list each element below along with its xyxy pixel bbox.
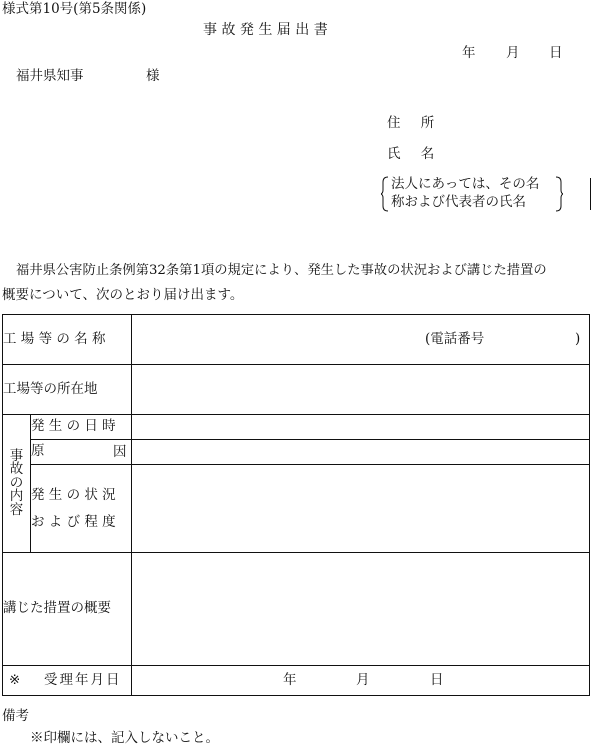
name-label: 氏 名 <box>387 146 443 162</box>
situation-field[interactable] <box>132 465 590 553</box>
factory-name-label: 工 場 等 の 名 称 <box>3 315 132 365</box>
honorific: 様 <box>146 68 160 84</box>
accident-char-4: 内 <box>9 488 24 505</box>
document-title: 事 故 発 生 届 出 書 <box>203 22 328 38</box>
cause-label <box>31 440 132 465</box>
date-year: 年 <box>462 45 476 61</box>
address-label: 住 所 <box>387 115 443 131</box>
cause-label-a: 原 <box>31 443 45 460</box>
notes-item-1: ※印欄には、記入しないこと。 <box>30 730 219 746</box>
accident-char-1: 事 <box>9 447 24 464</box>
factory-address-row <box>3 365 590 415</box>
situation-row <box>3 465 590 553</box>
measures-row <box>3 553 590 666</box>
accident-char-3: の <box>9 474 24 491</box>
occurrence-datetime-row <box>3 415 590 440</box>
accident-char-2: 故 <box>9 461 24 478</box>
body-text-line2: 概要について、次のとおり届け出ます。 <box>2 287 244 303</box>
date-month: 月 <box>506 45 520 61</box>
receipt-label-text: 受理年月日 <box>44 672 122 688</box>
situation-label <box>31 465 132 553</box>
date-day: 日 <box>549 45 563 61</box>
occurrence-datetime-label: 発 生 の 日 時 <box>31 415 132 440</box>
factory-name-row <box>3 315 590 365</box>
cause-field[interactable] <box>132 440 590 465</box>
receipt-year: 年 <box>283 672 297 688</box>
phone-label: (電話番号 <box>425 331 485 347</box>
form-number: 様式第10号(第5条関係) <box>2 1 147 17</box>
body-text-line1: 福井県公害防止条例第32条第1項の規定により、発生した事故の状況および講じた措置の <box>16 263 547 278</box>
receipt-date-label <box>3 666 132 696</box>
corporate-note-line1: 法人にあっては、その名 <box>391 176 540 192</box>
phone-close-paren: ) <box>575 331 581 347</box>
receipt-day: 日 <box>430 672 444 688</box>
occurrence-datetime-field[interactable] <box>132 415 590 440</box>
cause-row <box>3 440 590 465</box>
receipt-month: 月 <box>356 672 370 688</box>
factory-address-field[interactable] <box>132 365 590 415</box>
measures-label: 講じた措置の概要 <box>3 553 132 666</box>
report-table <box>2 314 590 696</box>
cause-label-b: 因 <box>113 444 127 460</box>
addressee: 福井県知事 <box>16 68 84 84</box>
accident-char-5: 容 <box>9 501 24 518</box>
corporate-note-bracket <box>381 175 563 213</box>
measures-field[interactable] <box>132 553 590 666</box>
receipt-mark: ※ <box>9 672 21 688</box>
factory-name-field[interactable] <box>132 315 590 365</box>
receipt-date-row <box>3 666 590 696</box>
receipt-date-field <box>132 666 590 696</box>
notes-heading: 備考 <box>2 708 29 724</box>
factory-address-label: 工場等の所在地 <box>3 365 132 415</box>
accident-section-label <box>3 415 31 553</box>
situation-label-line2: お よ び 程 度 <box>31 513 116 530</box>
corporate-note-line2: 称および代表者の氏名 <box>391 194 526 210</box>
situation-label-line1: 発 生 の 状 況 <box>31 486 116 503</box>
